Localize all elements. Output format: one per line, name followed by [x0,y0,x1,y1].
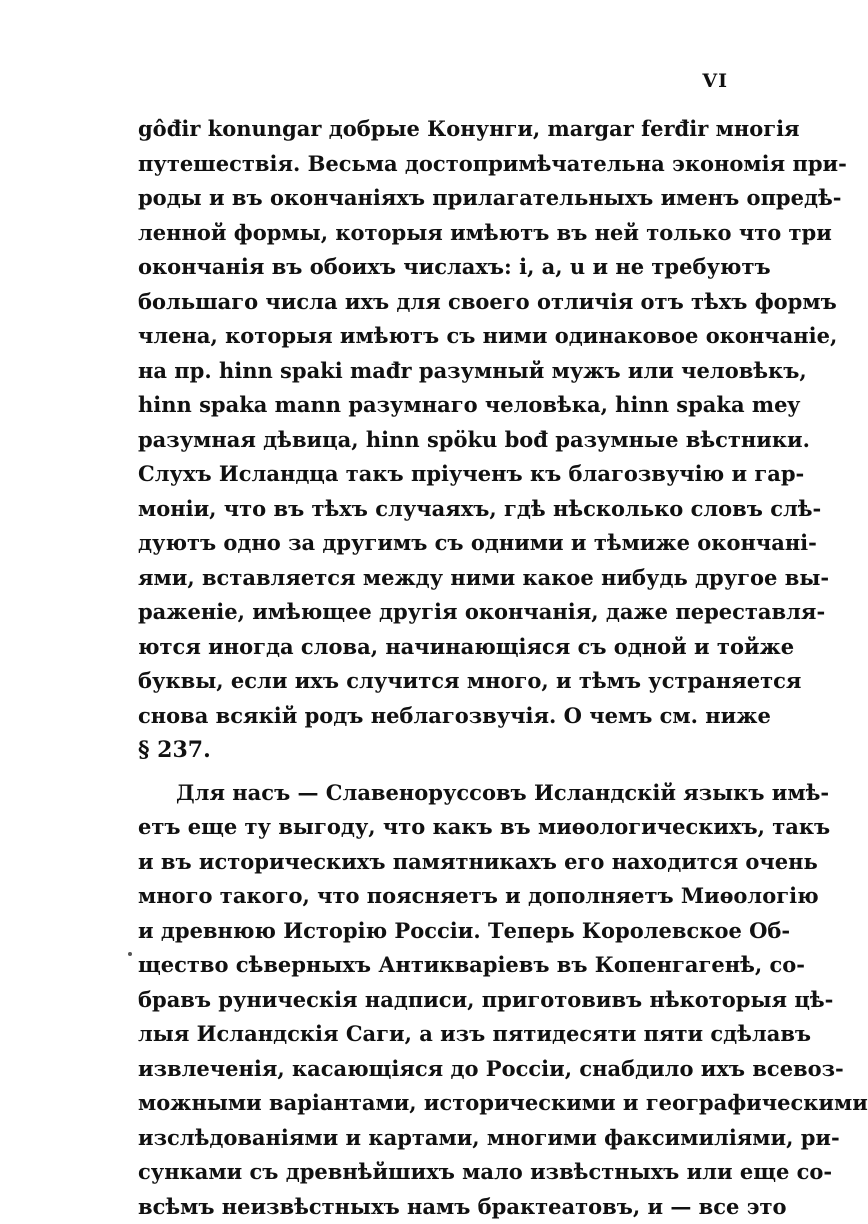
text-line: много такого, что поясняетъ и дополняетъ Миѳологію [138,879,710,914]
text-line: разумная дѣвица, hinn spöku bođ разумные вѣстники. [138,423,710,458]
text-line: путешествія. Весьма достопримѣчательна экономія при- [138,147,710,182]
text-line: ями, вставляется между ними какое нибудь другое вы- [138,561,710,596]
text-line: ленной формы, которыя имѣютъ въ ней только что три [138,216,710,251]
paragraph-1 [138,112,710,768]
text-line: на пр. hinn spaki mađr разумный мужъ или человѣкъ, [138,354,710,389]
text-line: большаго числа ихъ для своего отличія отъ тѣхъ формъ [138,285,710,320]
page-number: VI [702,70,728,92]
body-text [138,112,710,1224]
margin-speck [128,952,132,956]
text-line: щество сѣверныхъ Антикваріевъ въ Копенгагенѣ, со- [138,948,710,983]
section-reference: § 237. [138,733,710,768]
text-line: извлеченія, касающіяся до Россіи, снабдило ихъ всевоз- [138,1052,710,1087]
text-line: и древнюю Исторію Россіи. Теперь Королевское Об- [138,914,710,949]
text-line: можными варіантами, историческими и географическими [138,1086,710,1121]
text-line: роды и въ окончаніяхъ прилагательныхъ именъ опредѣ- [138,181,710,216]
text-line: снова всякій родъ неблагозвучія. О чемъ см. ниже [138,699,710,734]
text-line: раженіе, имѣющее другія окончанія, даже переставля- [138,595,710,630]
text-line: буквы, если ихъ случится много, и тѣмъ устраняется [138,664,710,699]
text-line: Для насъ — Славеноруссовъ Исландскій языкъ имѣ- [138,776,710,811]
text-line: Слухъ Исландца такъ пріученъ къ благозвучію и гар- [138,457,710,492]
text-line: изслѣдованіями и картами, многими факсимиліями, ри- [138,1121,710,1156]
text-line: gôđir konungar добрые Конунги, margar ferđir многія [138,112,710,147]
text-line: hinn spaka mann разумнаго человѣка, hinn spaka mey [138,388,710,423]
text-line: лыя Исландскія Саги, а изъ пятидесяти пяти сдѣлавъ [138,1017,710,1052]
text-line: и въ историческихъ памятникахъ его находится очень [138,845,710,880]
paragraph-2 [138,776,710,1224]
text-line: сунками съ древнѣйшихъ мало извѣстныхъ или еще со- [138,1155,710,1190]
text-line: всѣмъ неизвѣстныхъ намъ брактеатовъ, и — все это [138,1190,710,1224]
text-line: ются иногда слова, начинающіяся съ одной и тойже [138,630,710,665]
text-line: окончанія въ обоихъ числахъ: i, a, u и не требуютъ [138,250,710,285]
text-line: члена, которыя имѣютъ съ ними одинаковое окончаніе, [138,319,710,354]
paragraph-gap [138,768,710,776]
text-line: етъ еще ту выгоду, что какъ въ миѳологическихъ, такъ [138,810,710,845]
text-line: бравъ руническія надписи, приготовивъ нѣкоторыя цѣ- [138,983,710,1018]
text-line: моніи, что въ тѣхъ случаяхъ, гдѣ нѣсколько словъ слѣ- [138,492,710,527]
text-line: дуютъ одно за другимъ съ одними и тѣмиже окончані- [138,526,710,561]
